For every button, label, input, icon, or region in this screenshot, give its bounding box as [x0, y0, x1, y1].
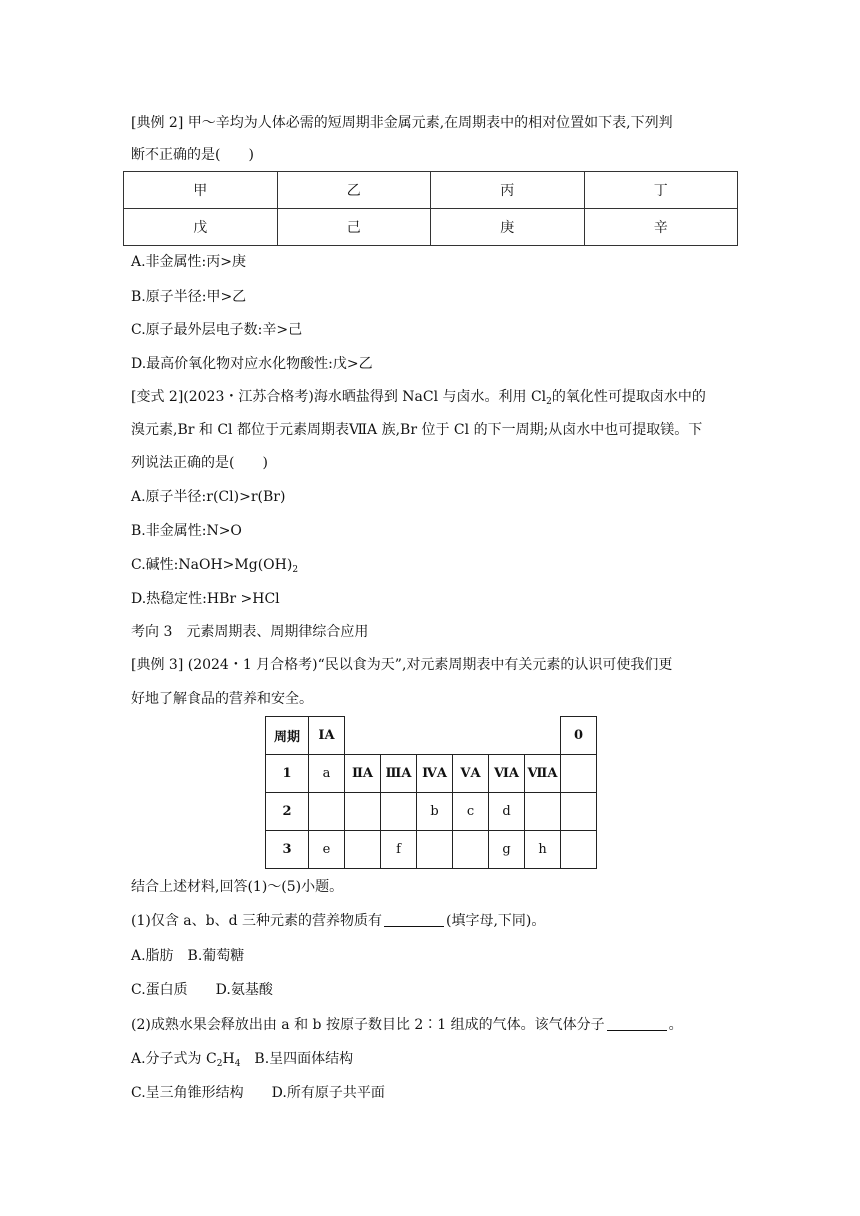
option-c: C.原子最外层电子数:辛>己	[131, 322, 303, 338]
table-row	[124, 209, 738, 246]
table-header-cell: 周期	[266, 717, 309, 755]
table-cell	[417, 831, 453, 869]
option-b: B.原子半径:甲>乙	[131, 289, 247, 305]
table-cell	[345, 831, 381, 869]
table-header-cell: 0	[561, 717, 597, 755]
table-cell: e	[309, 831, 345, 869]
table-cell	[561, 755, 597, 793]
table-cell	[489, 717, 525, 755]
variant2-option-d: D.热稳定性:HBr >HCl	[131, 591, 280, 607]
table-cell: 己	[277, 209, 431, 246]
question-1-options-ab: A.脂肪 B.葡萄糖	[131, 948, 245, 964]
example3-line2: 好地了解食品的营养和安全。	[131, 691, 313, 707]
table-cell: ⅡA	[345, 755, 381, 793]
variant2-option-b: B.非金属性:N>O	[131, 523, 242, 539]
table-cell: 1	[266, 755, 309, 793]
question-2: (2)成熟水果会释放出由 a 和 b 按原子数目比 2∶1 组成的气体。该气体分子 。	[131, 1017, 683, 1033]
example3-line1: [典例 3] (2024・1 月合格考)“民以食为天”,对元素周期表中有关元素的认识可使我们更	[131, 657, 673, 673]
table-cell	[525, 793, 561, 831]
table-cell: b	[417, 793, 453, 831]
table-cell	[561, 831, 597, 869]
table-cell: c	[453, 793, 489, 831]
answer-blank	[607, 1016, 667, 1031]
table-cell: 辛	[584, 209, 738, 246]
table-row	[124, 172, 738, 209]
table-cell	[453, 717, 489, 755]
table-cell	[381, 793, 417, 831]
table-cell: ⅥA	[489, 755, 525, 793]
question-2-options-cd: C.呈三角锥形结构 D.所有原子共平面	[131, 1085, 385, 1101]
table-cell: 乙	[277, 172, 431, 209]
table-cell: a	[309, 755, 345, 793]
table-cell: h	[525, 831, 561, 869]
variant2-line2: 溴元素,Br 和 Cl 都位于元素周期表ⅦA 族,Br 位于 Cl 的下一周期;从卤水中也可提取镁。下	[131, 422, 703, 438]
table-cell: 丁	[584, 172, 738, 209]
table-header-cell: ⅠA	[309, 717, 345, 755]
table-cell: ⅦA	[525, 755, 561, 793]
table-cell	[525, 717, 561, 755]
question-2-options-ab: A.分子式为 $C_2H_4$ B.呈四面体结构	[131, 1051, 354, 1069]
table-cell	[453, 831, 489, 869]
table-cell: f	[381, 831, 417, 869]
table-cell: ⅤA	[453, 755, 489, 793]
question-1: (1)仅含 a、b、d 三种元素的营养物质有 (填字母,下同)。	[131, 913, 546, 929]
element-position-table	[123, 171, 738, 246]
variant2-line3: 列说法正确的是( )	[131, 455, 268, 471]
table-cell: 戊	[124, 209, 278, 246]
answer-blank	[384, 912, 444, 927]
table-cell: ⅢA	[381, 755, 417, 793]
table-row	[266, 717, 597, 755]
table-cell	[417, 717, 453, 755]
table-cell: d	[489, 793, 525, 831]
table-row	[266, 755, 597, 793]
variant2-option-c: C.碱性$:NaOH>Mg(OH)_2$	[131, 557, 299, 575]
question-1-options-cd: C.蛋白质 D.氨基酸	[131, 982, 273, 998]
table-cell: 庚	[431, 209, 585, 246]
table-cell	[561, 793, 597, 831]
variant2-option-a: A.原子半径:r(Cl)>r(Br)	[131, 489, 286, 505]
example2-line1: [典例 2] 甲～辛均为人体必需的短周期非金属元素,在周期表中的相对位置如下表,下列判	[131, 115, 673, 131]
table-cell: 3	[266, 831, 309, 869]
table-cell	[345, 717, 381, 755]
table-cell	[345, 793, 381, 831]
section-heading: 考向 3 元素周期表、周期律综合应用	[131, 624, 369, 640]
table-cell: 丙	[431, 172, 585, 209]
example2-line2: 断不正确的是( )	[131, 147, 254, 163]
table-cell: 2	[266, 793, 309, 831]
table-cell	[381, 717, 417, 755]
table-row	[266, 831, 597, 869]
option-a: A.非金属性:丙>庚	[131, 254, 247, 270]
variant2-line1: [变式 2](2023・江苏合格考)海水晒盐得到 NaCl 与卤水。利用 $Cl_2$的氧化性可提取卤水中的	[131, 389, 706, 407]
periodic-table	[265, 716, 597, 869]
instruction-line: 结合上述材料,回答(1)～(5)小题。	[131, 879, 344, 895]
table-cell: 甲	[124, 172, 278, 209]
table-cell	[309, 793, 345, 831]
table-row	[266, 793, 597, 831]
table-cell: g	[489, 831, 525, 869]
table-cell: ⅣA	[417, 755, 453, 793]
option-d: D.最高价氧化物对应水化物酸性:戊>乙	[131, 356, 373, 372]
